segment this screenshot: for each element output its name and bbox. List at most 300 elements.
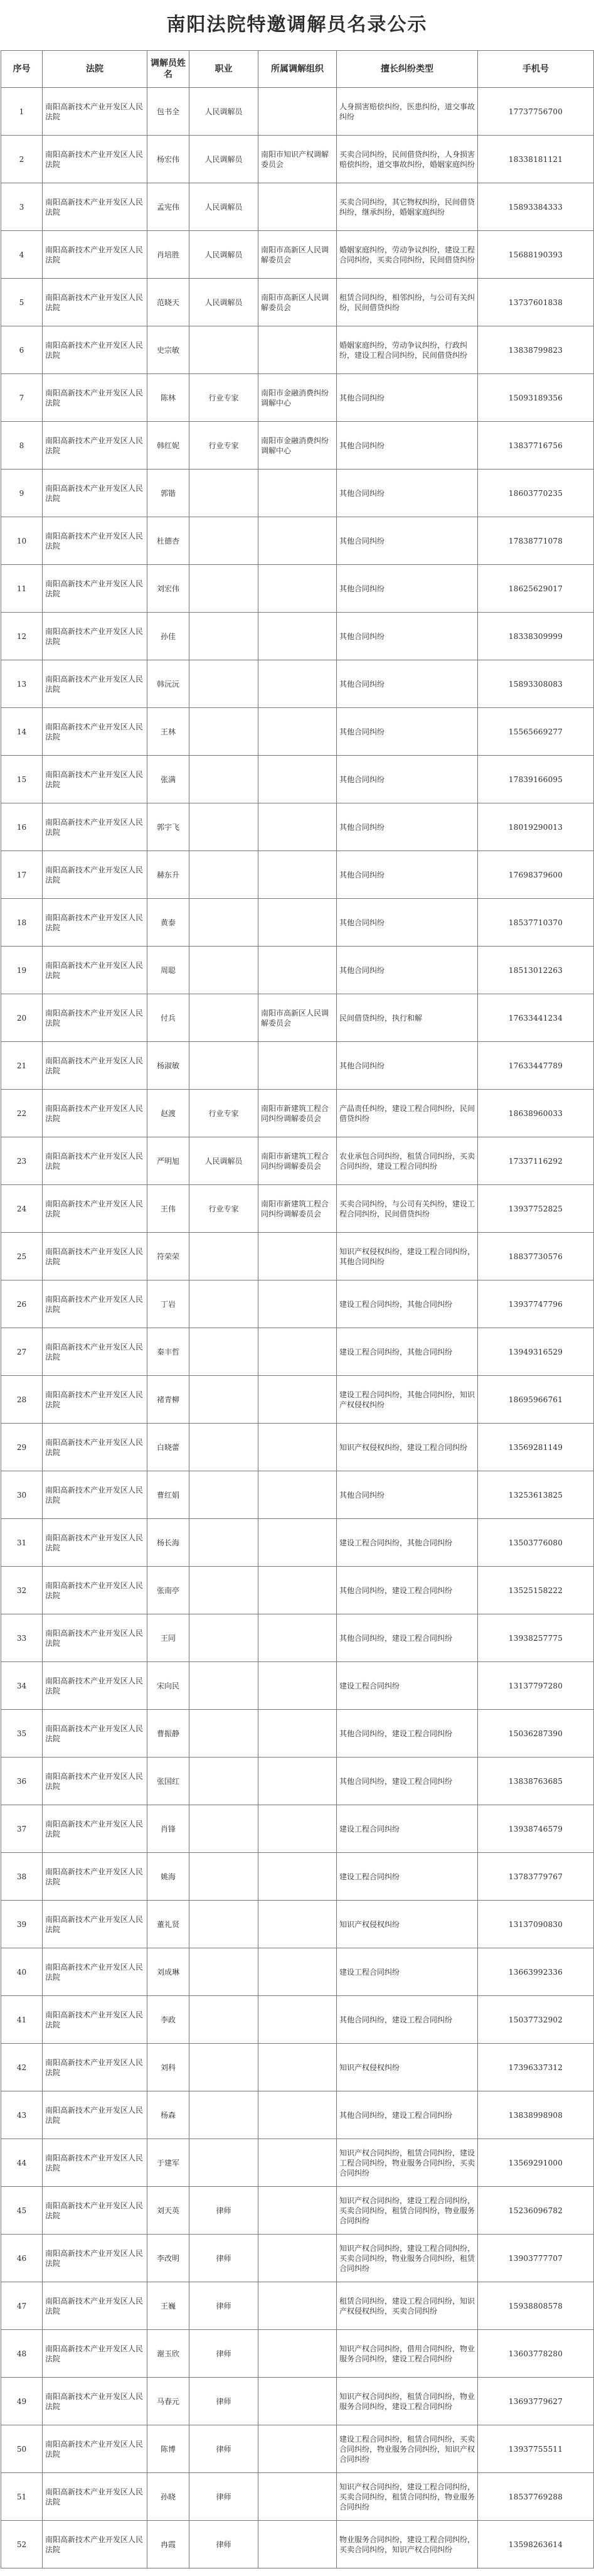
organization-cell xyxy=(258,756,337,803)
phone-number: 18537710370 xyxy=(478,899,594,947)
mediator-name: 史宗敏 xyxy=(147,326,189,374)
mediator-name: 王林 xyxy=(147,708,189,756)
dispute-types-cell: 其他合同纠纷 xyxy=(337,470,478,517)
organization-cell xyxy=(258,1614,337,1662)
occupation-cell xyxy=(189,756,258,803)
row-number: 27 xyxy=(1,1328,43,1376)
phone-number: 13937755511 xyxy=(478,2425,594,2473)
occupation-cell xyxy=(189,326,258,374)
mediator-name: 陈博 xyxy=(147,2425,189,2473)
row-number: 38 xyxy=(1,1853,43,1901)
organization-cell xyxy=(258,1280,337,1328)
court-cell: 南阳高新技术产业开发区人民法院 xyxy=(43,1853,147,1901)
court-cell: 南阳高新技术产业开发区人民法院 xyxy=(43,136,147,183)
header-org: 所属调解组织 xyxy=(258,51,337,88)
table-row xyxy=(1,517,594,565)
occupation-cell: 律师 xyxy=(189,2330,258,2378)
table-row xyxy=(1,994,594,1042)
phone-number: 13938746579 xyxy=(478,1805,594,1853)
occupation-cell: 人民调解员 xyxy=(189,279,258,326)
phone-number: 13937747796 xyxy=(478,1280,594,1328)
occupation-cell: 人民调解员 xyxy=(189,136,258,183)
organization-cell xyxy=(258,1996,337,2044)
court-cell: 南阳高新技术产业开发区人民法院 xyxy=(43,2378,147,2425)
table-row xyxy=(1,1328,594,1376)
header-no: 序号 xyxy=(1,51,43,88)
table-header-row xyxy=(1,51,594,88)
phone-number: 15036287390 xyxy=(478,1710,594,1758)
phone-number: 15938808578 xyxy=(478,2282,594,2330)
phone-number: 15893384333 xyxy=(478,183,594,231)
mediator-name: 刘科 xyxy=(147,2044,189,2091)
mediator-name: 赵渡 xyxy=(147,1090,189,1137)
table-row xyxy=(1,422,594,470)
phone-number: 13938257775 xyxy=(478,1614,594,1662)
table-row xyxy=(1,1710,594,1758)
occupation-cell: 律师 xyxy=(189,2425,258,2473)
occupation-cell xyxy=(189,1280,258,1328)
mediator-name: 杜德杏 xyxy=(147,517,189,565)
occupation-cell: 律师 xyxy=(189,2235,258,2282)
dispute-types-cell: 知识产权合同纠纷，租赁合同纠纷，建设工程合同纠纷，物业服务合同纠纷，买卖合同纠纷 xyxy=(337,2139,478,2187)
occupation-cell xyxy=(189,708,258,756)
table-row xyxy=(1,1996,594,2044)
row-number: 26 xyxy=(1,1280,43,1328)
dispute-types-cell: 其他合同纠纷 xyxy=(337,1471,478,1519)
dispute-types-cell: 婚姻家庭纠纷，劳动争议纠纷，行政纠纷，建设工程合同纠纷，民间借贷纠纷 xyxy=(337,326,478,374)
row-number: 4 xyxy=(1,231,43,279)
table-row xyxy=(1,1853,594,1901)
mediator-name: 白晓蕾 xyxy=(147,1424,189,1471)
court-cell: 南阳高新技术产业开发区人民法院 xyxy=(43,1996,147,2044)
mediator-name: 姚海 xyxy=(147,1853,189,1901)
dispute-types-cell: 知识产权侵权纠纷，建设工程合同纠纷 xyxy=(337,1424,478,1471)
mediator-name: 董礼贤 xyxy=(147,1901,189,1948)
court-cell: 南阳高新技术产业开发区人民法院 xyxy=(43,470,147,517)
occupation-cell: 律师 xyxy=(189,2187,258,2235)
phone-number: 13949316529 xyxy=(478,1328,594,1376)
mediator-name: 冉霞 xyxy=(147,2521,189,2568)
court-cell: 南阳高新技术产业开发区人民法院 xyxy=(43,1805,147,1853)
court-cell: 南阳高新技术产业开发区人民法院 xyxy=(43,279,147,326)
row-number: 50 xyxy=(1,2425,43,2473)
dispute-types-cell: 买卖合同纠纷，民间借贷纠纷，人身损害赔偿纠纷，道交事故纠纷，婚姻家庭纠纷 xyxy=(337,136,478,183)
table-row xyxy=(1,470,594,517)
phone-number: 17698379600 xyxy=(478,851,594,899)
occupation-cell: 律师 xyxy=(189,2473,258,2521)
phone-number: 18338181121 xyxy=(478,136,594,183)
occupation-cell: 人民调解员 xyxy=(189,183,258,231)
organization-cell: 南阳市新建筑工程合同纠纷调解委员会 xyxy=(258,1137,337,1185)
table-row xyxy=(1,1758,594,1805)
organization-cell xyxy=(258,1519,337,1567)
mediator-name: 刘成琳 xyxy=(147,1948,189,1996)
occupation-cell xyxy=(189,2091,258,2139)
row-number: 20 xyxy=(1,994,43,1042)
organization-cell: 南阳市知识产权调解委员会 xyxy=(258,136,337,183)
court-cell: 南阳高新技术产业开发区人民法院 xyxy=(43,1280,147,1328)
row-number: 39 xyxy=(1,1901,43,1948)
mediator-name: 于建军 xyxy=(147,2139,189,2187)
phone-number: 13525158222 xyxy=(478,1567,594,1614)
organization-cell xyxy=(258,708,337,756)
organization-cell xyxy=(258,1805,337,1853)
table-row xyxy=(1,1519,594,1567)
dispute-types-cell: 知识产权合同纠纷，建设工程合同纠纷，买卖合同纠纷，租赁合同纠纷，物业服务合同纠纷 xyxy=(337,2473,478,2521)
row-number: 22 xyxy=(1,1090,43,1137)
table-row xyxy=(1,1805,594,1853)
mediator-name: 黄泰 xyxy=(147,899,189,947)
occupation-cell: 律师 xyxy=(189,2378,258,2425)
organization-cell xyxy=(258,899,337,947)
occupation-cell xyxy=(189,803,258,851)
row-number: 44 xyxy=(1,2139,43,2187)
occupation-cell xyxy=(189,1471,258,1519)
table-row xyxy=(1,88,594,136)
mediator-name: 张国红 xyxy=(147,1758,189,1805)
mediator-name: 李改明 xyxy=(147,2235,189,2282)
dispute-types-cell: 建设工程合同纠纷，其他合同纠纷，知识产权侵权纠纷 xyxy=(337,1376,478,1424)
phone-number: 17633441234 xyxy=(478,994,594,1042)
mediator-name: 郭宇飞 xyxy=(147,803,189,851)
dispute-types-cell: 建设工程合同纠纷 xyxy=(337,1948,478,1996)
organization-cell xyxy=(258,1424,337,1471)
occupation-cell xyxy=(189,1519,258,1567)
mediator-name: 周聪 xyxy=(147,947,189,994)
table-row xyxy=(1,1280,594,1328)
header-types: 擅长纠纷类型 xyxy=(337,51,478,88)
mediator-name: 王巍 xyxy=(147,2282,189,2330)
court-cell: 南阳高新技术产业开发区人民法院 xyxy=(43,708,147,756)
dispute-types-cell: 建设工程合同纠纷，租赁合同纠纷，买卖合同纠纷，物业服务合同纠纷，知识产权合同纠纷 xyxy=(337,2425,478,2473)
phone-number: 18338309999 xyxy=(478,613,594,660)
mediator-name: 包书全 xyxy=(147,88,189,136)
court-cell: 南阳高新技术产业开发区人民法院 xyxy=(43,613,147,660)
organization-cell: 南阳市金融消费纠纷调解中心 xyxy=(258,374,337,422)
occupation-cell xyxy=(189,565,258,613)
row-number: 19 xyxy=(1,947,43,994)
organization-cell xyxy=(258,2378,337,2425)
table-row xyxy=(1,660,594,708)
dispute-types-cell: 其他合同纠纷，建设工程合同纠纷 xyxy=(337,1996,478,2044)
court-cell: 南阳高新技术产业开发区人民法院 xyxy=(43,1662,147,1710)
organization-cell xyxy=(258,470,337,517)
phone-number: 17838771078 xyxy=(478,517,594,565)
dispute-types-cell: 农业承包合同纠纷，租赁合同纠纷，买卖合同纠纷，建设工程合同纠纷 xyxy=(337,1137,478,1185)
court-cell: 南阳高新技术产业开发区人民法院 xyxy=(43,851,147,899)
organization-cell xyxy=(258,2330,337,2378)
phone-number: 15893308083 xyxy=(478,660,594,708)
organization-cell xyxy=(258,2139,337,2187)
table-row xyxy=(1,1662,594,1710)
table-row xyxy=(1,2425,594,2473)
organization-cell: 南阳市新建筑工程合同纠纷调解委员会 xyxy=(258,1185,337,1233)
table-body xyxy=(1,88,594,2568)
mediator-name: 宋向民 xyxy=(147,1662,189,1710)
row-number: 36 xyxy=(1,1758,43,1805)
mediator-name: 杨森 xyxy=(147,2091,189,2139)
organization-cell xyxy=(258,1471,337,1519)
court-cell: 南阳高新技术产业开发区人民法院 xyxy=(43,1614,147,1662)
table-row xyxy=(1,231,594,279)
row-number: 7 xyxy=(1,374,43,422)
court-cell: 南阳高新技术产业开发区人民法院 xyxy=(43,2425,147,2473)
dispute-types-cell: 其他合同纠纷 xyxy=(337,708,478,756)
table-row xyxy=(1,1567,594,1614)
phone-number: 13569281149 xyxy=(478,1424,594,1471)
phone-number: 13838799823 xyxy=(478,326,594,374)
table-row xyxy=(1,2235,594,2282)
row-number: 51 xyxy=(1,2473,43,2521)
table-row xyxy=(1,947,594,994)
dispute-types-cell: 买卖合同纠纷，其它物权纠纷，民间借贷纠纷，继承纠纷，婚姻家庭纠纷 xyxy=(337,183,478,231)
table-row xyxy=(1,1614,594,1662)
organization-cell: 南阳市金融消费纠纷调解中心 xyxy=(258,422,337,470)
court-cell: 南阳高新技术产业开发区人民法院 xyxy=(43,2521,147,2568)
row-number: 49 xyxy=(1,2378,43,2425)
court-cell: 南阳高新技术产业开发区人民法院 xyxy=(43,517,147,565)
table-row xyxy=(1,565,594,613)
phone-number: 17737756700 xyxy=(478,88,594,136)
header-name: 调解员姓名 xyxy=(147,51,189,88)
phone-number: 13137797280 xyxy=(478,1662,594,1710)
court-cell: 南阳高新技术产业开发区人民法院 xyxy=(43,2044,147,2091)
table-row xyxy=(1,2044,594,2091)
organization-cell: 南阳市高新区人民调解委员会 xyxy=(258,994,337,1042)
organization-cell xyxy=(258,183,337,231)
table-row xyxy=(1,1233,594,1280)
row-number: 33 xyxy=(1,1614,43,1662)
mediator-name: 谢玉欣 xyxy=(147,2330,189,2378)
table-row xyxy=(1,1901,594,1948)
table-row xyxy=(1,708,594,756)
organization-cell xyxy=(258,1567,337,1614)
phone-number: 13603778280 xyxy=(478,2330,594,2378)
dispute-types-cell: 知识产权合同纠纷，租赁合同纠纷，物业服务合同纠纷，建设工程合同纠纷 xyxy=(337,2378,478,2425)
phone-number: 13838763685 xyxy=(478,1758,594,1805)
mediator-name: 王同 xyxy=(147,1614,189,1662)
court-cell: 南阳高新技术产业开发区人民法院 xyxy=(43,899,147,947)
court-cell: 南阳高新技术产业开发区人民法院 xyxy=(43,565,147,613)
row-number: 6 xyxy=(1,326,43,374)
court-cell: 南阳高新技术产业开发区人民法院 xyxy=(43,1090,147,1137)
mediator-name: 孙晓 xyxy=(147,2473,189,2521)
dispute-types-cell: 其他合同纠纷，建设工程合同纠纷 xyxy=(337,1758,478,1805)
occupation-cell xyxy=(189,1042,258,1090)
dispute-types-cell: 知识产权侵权纠纷 xyxy=(337,2044,478,2091)
court-cell: 南阳高新技术产业开发区人民法院 xyxy=(43,660,147,708)
occupation-cell xyxy=(189,1710,258,1758)
organization-cell xyxy=(258,88,337,136)
mediator-name: 陈林 xyxy=(147,374,189,422)
dispute-types-cell: 其他合同纠纷 xyxy=(337,851,478,899)
table-row xyxy=(1,374,594,422)
row-number: 17 xyxy=(1,851,43,899)
occupation-cell xyxy=(189,1805,258,1853)
court-cell: 南阳高新技术产业开发区人民法院 xyxy=(43,1042,147,1090)
court-cell: 南阳高新技术产业开发区人民法院 xyxy=(43,1233,147,1280)
occupation-cell xyxy=(189,1328,258,1376)
organization-cell xyxy=(258,803,337,851)
organization-cell xyxy=(258,1853,337,1901)
organization-cell xyxy=(258,613,337,660)
occupation-cell xyxy=(189,1662,258,1710)
row-number: 41 xyxy=(1,1996,43,2044)
dispute-types-cell: 建设工程合同纠纷，其他合同纠纷 xyxy=(337,1280,478,1328)
phone-number: 18603770235 xyxy=(478,470,594,517)
organization-cell xyxy=(258,2044,337,2091)
phone-number: 13663992336 xyxy=(478,1948,594,1996)
dispute-types-cell: 其他合同纠纷 xyxy=(337,899,478,947)
court-cell: 南阳高新技术产业开发区人民法院 xyxy=(43,803,147,851)
row-number: 12 xyxy=(1,613,43,660)
dispute-types-cell: 建设工程合同纠纷，其他合同纠纷 xyxy=(337,1328,478,1376)
phone-number: 13903777707 xyxy=(478,2235,594,2282)
dispute-types-cell: 其他合同纠纷 xyxy=(337,947,478,994)
mediator-name: 马春元 xyxy=(147,2378,189,2425)
court-cell: 南阳高新技术产业开发区人民法院 xyxy=(43,326,147,374)
court-cell: 南阳高新技术产业开发区人民法院 xyxy=(43,422,147,470)
mediator-name: 张南亭 xyxy=(147,1567,189,1614)
organization-cell xyxy=(258,565,337,613)
table-row xyxy=(1,1424,594,1471)
phone-number: 15093189356 xyxy=(478,374,594,422)
dispute-types-cell: 知识产权合同纠纷，借用合同纠纷，物业服务合同纠纷，建设工程合同纠纷 xyxy=(337,2330,478,2378)
table-row xyxy=(1,326,594,374)
organization-cell xyxy=(258,1758,337,1805)
header-phone: 手机号 xyxy=(478,51,594,88)
row-number: 46 xyxy=(1,2235,43,2282)
phone-number: 13737601838 xyxy=(478,279,594,326)
row-number: 25 xyxy=(1,1233,43,1280)
row-number: 29 xyxy=(1,1424,43,1471)
phone-number: 13598263614 xyxy=(478,2521,594,2568)
occupation-cell: 人民调解员 xyxy=(189,88,258,136)
organization-cell xyxy=(258,851,337,899)
organization-cell xyxy=(258,2235,337,2282)
row-number: 52 xyxy=(1,2521,43,2568)
phone-number: 13569291000 xyxy=(478,2139,594,2187)
phone-number: 15037732902 xyxy=(478,1996,594,2044)
table-row xyxy=(1,2091,594,2139)
phone-number: 18537769288 xyxy=(478,2473,594,2521)
phone-number: 13838998908 xyxy=(478,2091,594,2139)
table-row xyxy=(1,1948,594,1996)
organization-cell xyxy=(258,2282,337,2330)
occupation-cell: 律师 xyxy=(189,2282,258,2330)
phone-number: 15565669277 xyxy=(478,708,594,756)
row-number: 24 xyxy=(1,1185,43,1233)
phone-number: 18837730576 xyxy=(478,1233,594,1280)
court-cell: 南阳高新技术产业开发区人民法院 xyxy=(43,756,147,803)
organization-cell xyxy=(258,326,337,374)
organization-cell xyxy=(258,2521,337,2568)
table-row xyxy=(1,2282,594,2330)
row-number: 23 xyxy=(1,1137,43,1185)
row-number: 35 xyxy=(1,1710,43,1758)
organization-cell xyxy=(258,1901,337,1948)
mediator-name: 付兵 xyxy=(147,994,189,1042)
row-number: 10 xyxy=(1,517,43,565)
row-number: 47 xyxy=(1,2282,43,2330)
phone-number: 18695966761 xyxy=(478,1376,594,1424)
row-number: 2 xyxy=(1,136,43,183)
occupation-cell xyxy=(189,1758,258,1805)
court-cell: 南阳高新技术产业开发区人民法院 xyxy=(43,2187,147,2235)
dispute-types-cell: 其他合同纠纷 xyxy=(337,803,478,851)
row-number: 1 xyxy=(1,88,43,136)
dispute-types-cell: 买卖合同纠纷，与公司有关纠纷，建设工程合同纠纷，民间借贷纠纷 xyxy=(337,1185,478,1233)
mediator-name: 孙佳 xyxy=(147,613,189,660)
dispute-types-cell: 建设工程合同纠纷 xyxy=(337,1805,478,1853)
dispute-types-cell: 租赁合同纠纷，建设工程合同纠纷，知识产权侵权纠纷，买卖合同纠纷 xyxy=(337,2282,478,2330)
court-cell: 南阳高新技术产业开发区人民法院 xyxy=(43,1567,147,1614)
court-cell: 南阳高新技术产业开发区人民法院 xyxy=(43,947,147,994)
table-row xyxy=(1,756,594,803)
row-number: 18 xyxy=(1,899,43,947)
dispute-types-cell: 其他合同纠纷，建设工程合同纠纷 xyxy=(337,1567,478,1614)
dispute-types-cell: 其他合同纠纷 xyxy=(337,756,478,803)
occupation-cell: 行业专家 xyxy=(189,422,258,470)
occupation-cell xyxy=(189,2139,258,2187)
occupation-cell xyxy=(189,1614,258,1662)
court-cell: 南阳高新技术产业开发区人民法院 xyxy=(43,2282,147,2330)
row-number: 11 xyxy=(1,565,43,613)
table-row xyxy=(1,851,594,899)
occupation-cell xyxy=(189,1376,258,1424)
phone-number: 13253613825 xyxy=(478,1471,594,1519)
row-number: 8 xyxy=(1,422,43,470)
organization-cell xyxy=(258,1376,337,1424)
dispute-types-cell: 其他合同纠纷 xyxy=(337,660,478,708)
occupation-cell xyxy=(189,947,258,994)
mediator-name: 孟宪伟 xyxy=(147,183,189,231)
row-number: 31 xyxy=(1,1519,43,1567)
row-number: 45 xyxy=(1,2187,43,2235)
occupation-cell: 行业专家 xyxy=(189,1090,258,1137)
row-number: 3 xyxy=(1,183,43,231)
court-cell: 南阳高新技术产业开发区人民法院 xyxy=(43,2330,147,2378)
mediator-name: 符荣荣 xyxy=(147,1233,189,1280)
row-number: 32 xyxy=(1,1567,43,1614)
row-number: 9 xyxy=(1,470,43,517)
phone-number: 18513012263 xyxy=(478,947,594,994)
mediator-name: 刘宏伟 xyxy=(147,565,189,613)
organization-cell xyxy=(258,1948,337,1996)
table-row xyxy=(1,2521,594,2568)
organization-cell xyxy=(258,660,337,708)
phone-number: 18019290013 xyxy=(478,803,594,851)
court-cell: 南阳高新技术产业开发区人民法院 xyxy=(43,374,147,422)
mediator-name: 严明旭 xyxy=(147,1137,189,1185)
mediator-name: 秦丰哲 xyxy=(147,1328,189,1376)
header-court: 法院 xyxy=(43,51,147,88)
dispute-types-cell: 婚姻家庭纠纷，劳动争议纠纷，建设工程合同纠纷，买卖合同纠纷，民间借贷纠纷 xyxy=(337,231,478,279)
table-row xyxy=(1,1185,594,1233)
dispute-types-cell: 知识产权侵权纠纷 xyxy=(337,1901,478,1948)
occupation-cell xyxy=(189,1901,258,1948)
row-number: 42 xyxy=(1,2044,43,2091)
dispute-types-cell: 知识产权合同纠纷，建设工程合同纠纷，买卖合同纠纷，物业服务合同纠纷，租赁合同纠纷 xyxy=(337,2235,478,2282)
court-cell: 南阳高新技术产业开发区人民法院 xyxy=(43,1185,147,1233)
row-number: 30 xyxy=(1,1471,43,1519)
occupation-cell xyxy=(189,470,258,517)
court-cell: 南阳高新技术产业开发区人民法院 xyxy=(43,1948,147,1996)
row-number: 13 xyxy=(1,660,43,708)
table-row xyxy=(1,2139,594,2187)
table-row xyxy=(1,183,594,231)
dispute-types-cell: 建设工程合同纠纷，其他合同纠纷 xyxy=(337,1519,478,1567)
